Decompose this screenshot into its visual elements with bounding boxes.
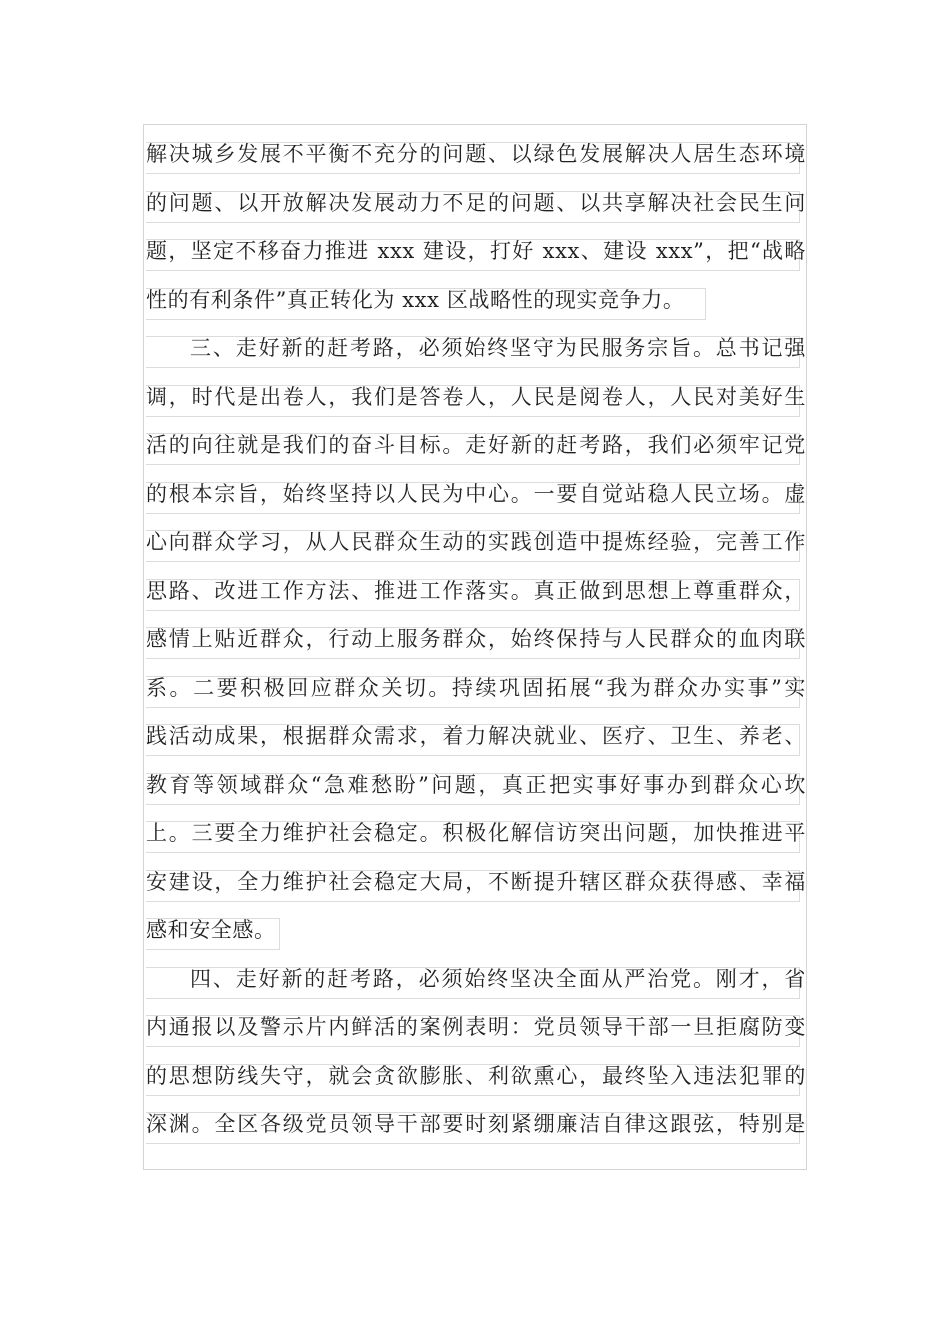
text-line xyxy=(146,276,806,325)
text-line xyxy=(146,955,806,1004)
text-line xyxy=(146,470,806,519)
line-text: 思路、改进工作方法、推进工作落实。真正做到思想上尊重群众， xyxy=(146,578,806,603)
text-line xyxy=(146,761,806,810)
line-text: 感和安全感。 xyxy=(146,918,276,942)
line-text: 践活动成果，根据群众需求，着力解决就业、医疗、卫生、养老、 xyxy=(146,724,806,748)
line-text: 的问题、以开放解决发展动力不足的问题、以共享解决社会民生问 xyxy=(146,190,806,215)
line-text: 心向群众学习，从人民群众生动的实践创造中提炼经验，完善工作 xyxy=(146,530,806,554)
line-text: 的根本宗旨，始终坚持以人民为中心。一要自觉站稳人民立场。虚 xyxy=(146,481,806,506)
text-line xyxy=(146,858,806,907)
text-line xyxy=(146,518,806,567)
text-line xyxy=(146,567,806,616)
text-line xyxy=(146,1052,806,1101)
line-text: 上。三要全力维护社会稳定。积极化解信访突出问题，加快推进平 xyxy=(146,821,806,845)
text-line xyxy=(146,809,806,858)
line-text: 教育等领域群众“急难愁盼”问题，真正把实事好事办到群众心坎 xyxy=(146,772,806,797)
text-line xyxy=(146,130,806,179)
text-line xyxy=(146,227,806,276)
text-line xyxy=(146,664,806,713)
line-text: 内通报以及警示片内鲜活的案例表明：党员领导干部一旦拒腐防变 xyxy=(146,1015,806,1039)
line-text: 三、走好新的赶考路，必须始终坚守为民服务宗旨。总书记强 xyxy=(190,336,806,360)
text-line xyxy=(146,421,806,470)
line-text: 调，时代是出卷人，我们是答卷人，人民是阅卷人，人民对美好生 xyxy=(146,384,806,409)
line-text: 系。二要积极回应群众关切。持续巩固拓展“我为群众办实事”实 xyxy=(146,675,806,700)
line-text: 解决城乡发展不平衡不充分的问题、以绿色发展解决人居生态环境 xyxy=(146,142,806,166)
line-text: 深渊。全区各级党员领导干部要时刻紧绷廉洁自律这跟弦，特别是 xyxy=(146,1112,806,1136)
text-line xyxy=(146,712,806,761)
line-text: 活的向往就是我们的奋斗目标。走好新的赶考路，我们必须牢记党 xyxy=(146,433,806,457)
text-line xyxy=(146,324,806,373)
text-line xyxy=(146,906,806,955)
line-text: 感情上贴近群众，行动上服务群众，始终保持与人民群众的血肉联 xyxy=(146,627,806,651)
text-line xyxy=(146,1100,806,1149)
line-text: 题，坚定不移奋力推进 xxx 建设，打好 xxx、建设 xxx”，把“战略 xyxy=(146,239,806,263)
line-text: 的思想防线失守，就会贪欲膨胀、利欲熏心，最终坠入违法犯罪的 xyxy=(146,1063,806,1088)
text-line xyxy=(146,373,806,422)
text-line xyxy=(146,615,806,664)
text-line xyxy=(146,1003,806,1052)
line-text: 安建设，全力维护社会稳定大局，不断提升辖区群众获得感、幸福 xyxy=(146,869,806,894)
document-body xyxy=(146,130,806,1149)
line-text: 性的有利条件”真正转化为 xxx 区战略性的现实竞争力。 xyxy=(146,287,685,312)
text-line xyxy=(146,179,806,228)
line-text: 四、走好新的赶考路，必须始终坚决全面从严治党。刚才，省 xyxy=(190,966,806,991)
